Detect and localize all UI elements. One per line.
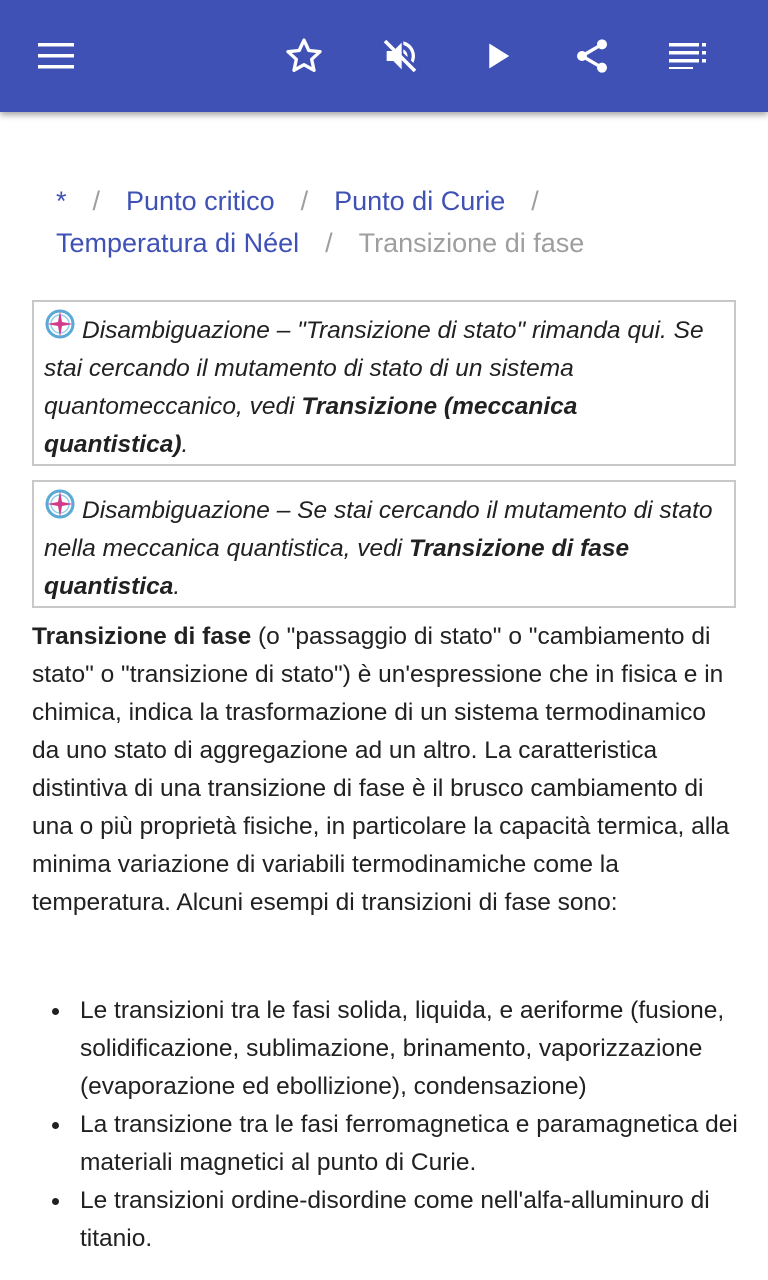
breadcrumb-link-temperatura-di-neel[interactable]: Temperatura di Néel <box>56 228 300 258</box>
compass-icon <box>44 488 76 520</box>
notice-link[interactable]: Transizione di fase quantistica <box>44 535 630 600</box>
bookmark-button[interactable] <box>276 28 332 84</box>
disambiguation-notice <box>32 300 736 466</box>
notice-end: . <box>173 573 181 600</box>
article-term: Transizione di fase <box>32 623 252 650</box>
share-icon <box>572 36 612 76</box>
breadcrumb-current: Transizione di fase <box>358 228 585 258</box>
list-icon <box>669 43 707 69</box>
breadcrumb-root-link[interactable]: * <box>56 186 67 216</box>
breadcrumb-separator: / <box>92 186 101 216</box>
contents-button[interactable] <box>660 28 716 84</box>
examples-list <box>80 992 740 1258</box>
intro-text: (o "passaggio di stato" o "cambiamento di stato" o "transizione di stato") è un'espressione che in fisica e in chimica, indica la trasformazione di un sistema termodinamico da uno stato di aggregazione ad un altro. La caratteristica distintiva di una transizione di fase è il brusco cambiamento di una o più proprietà fisiche, in particolare la capacità termica, alla minima variazione di variabili termodinamiche come la temperatura. Alcuni esempi di transizioni di fase sono: <box>32 623 730 916</box>
breadcrumb-link-punto-di-curie[interactable]: Punto di Curie <box>334 186 506 216</box>
disambiguation-notice <box>32 480 736 608</box>
notice-text: Disambiguazione – Se stai cercando il mutamento di stato nella meccanica quantistica, vedi <box>44 497 713 562</box>
breadcrumb-separator: / <box>531 186 539 216</box>
breadcrumb <box>56 180 736 264</box>
play-button[interactable] <box>470 28 526 84</box>
breadcrumb-separator: / <box>300 186 309 216</box>
list-item: Le transizioni ordine-disordine come nell'alfa-alluminuro di titanio. <box>80 1182 740 1258</box>
list-item: La transizione tra le fasi ferromagnetica e paramagnetica dei materiali magnetici al punto di Curie. <box>80 1106 740 1182</box>
menu-button[interactable] <box>28 28 84 84</box>
breadcrumb-separator: / <box>325 228 333 258</box>
share-button[interactable] <box>564 28 620 84</box>
compass-icon <box>44 308 76 340</box>
app-bar <box>0 0 768 112</box>
menu-icon <box>38 43 74 69</box>
notice-text: Disambiguazione – "Transizione di stato" rimanda qui. Se stai cercando il mutamento di stato di un sistema quantomeccanico, vedi <box>44 317 704 420</box>
star-icon <box>284 36 324 76</box>
list-item: Le transizioni tra le fasi solida, liquida, e aeriforme (fusione, solidificazione, sublimazione, brinamento, vaporizzazione (evaporazione ed ebollizione), condensazione) <box>80 992 740 1106</box>
article-content <box>0 112 768 1280</box>
breadcrumb-link-punto-critico[interactable]: Punto critico <box>126 186 275 216</box>
play-icon <box>483 41 513 71</box>
notice-end: . <box>181 431 189 458</box>
notice-link[interactable]: Transizione (meccanica quantistica) <box>44 393 578 458</box>
mute-button[interactable] <box>372 28 428 84</box>
volume-off-icon <box>380 36 420 76</box>
intro-paragraph <box>32 618 736 922</box>
